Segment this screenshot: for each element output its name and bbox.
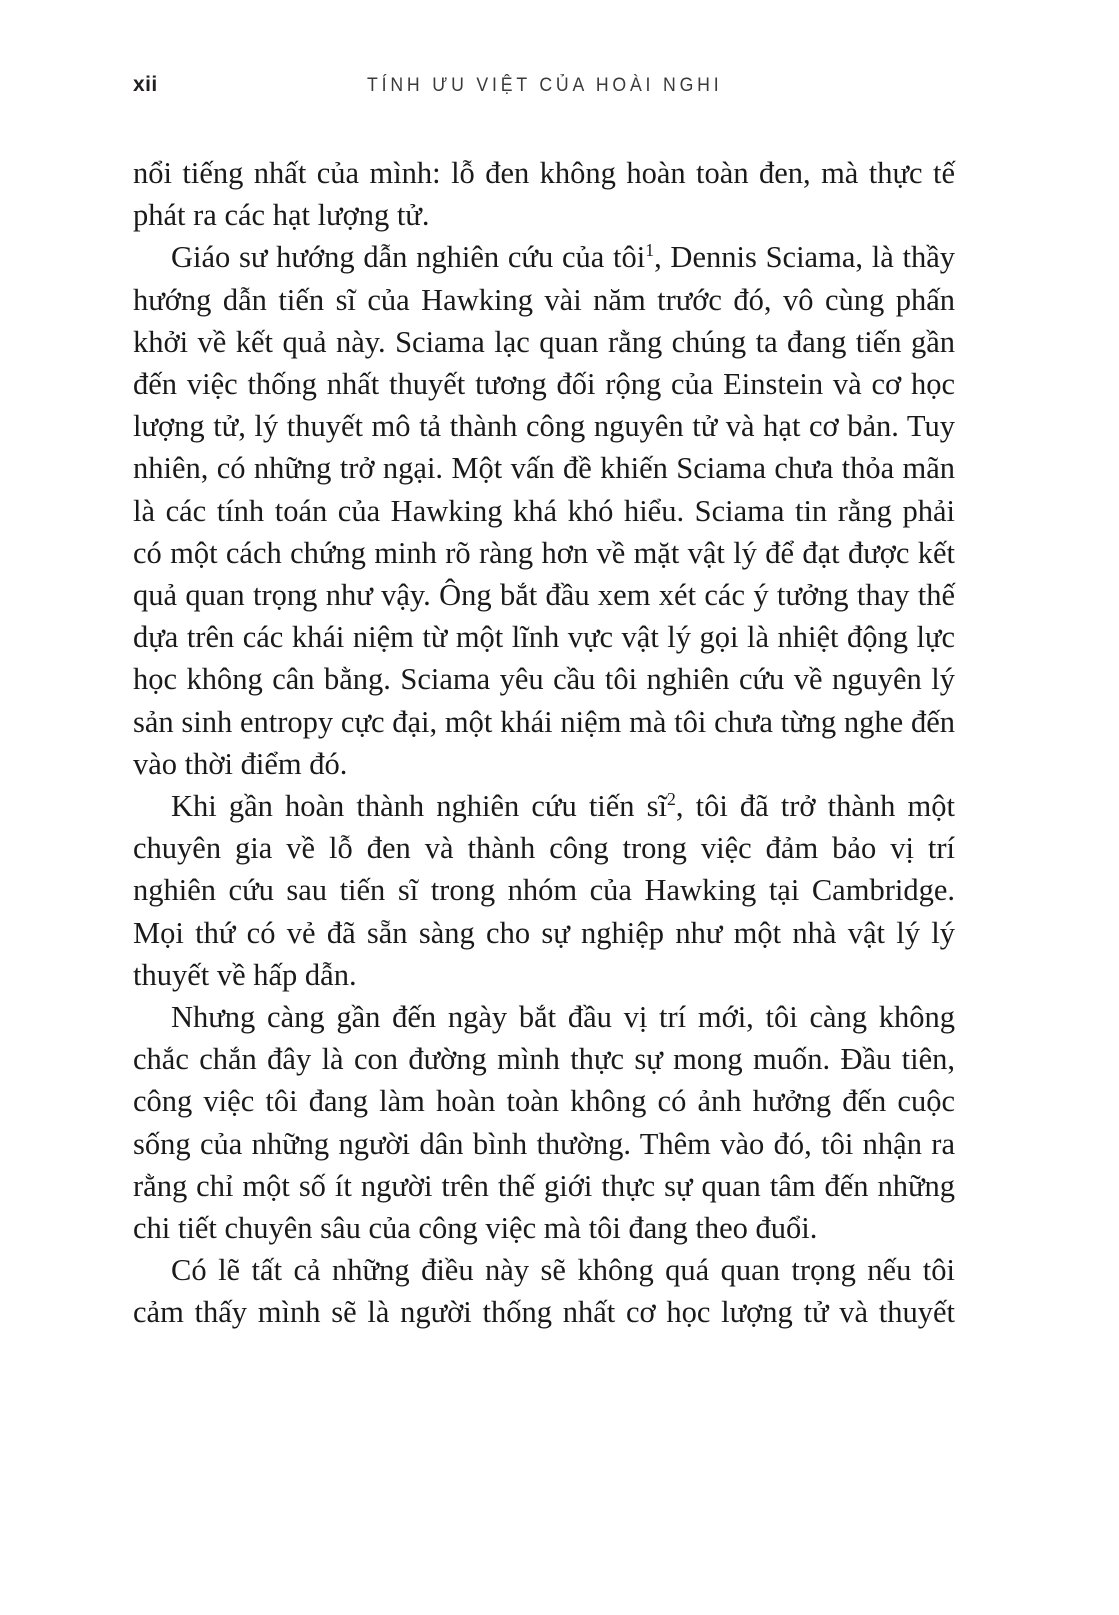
running-head [133, 68, 955, 102]
paragraph-1-text: nổi tiếng nhất của mình: lỗ đen không hoàn toàn đen, mà thực tế phát ra các hạt lượng tử. [133, 156, 955, 233]
footnote-marker-2[interactable]: 2 [667, 788, 676, 809]
paragraph-5 [133, 1249, 955, 1376]
running-head-title: TÍNH ƯU VIỆT CỦA HOÀI NGHI [367, 75, 723, 96]
paragraph-2-text-before-footnote: Giáo sư hướng dẫn nghiên cứu của tôi [171, 240, 646, 275]
paragraph-3-text-after-footnote: , tôi đã trở thành một chuyên gia về lỗ đen và thành công trong việc đảm bảo vị trí nghiên cứu sau tiến sĩ trong nhóm của Hawking tại Cambridge. Mọi thứ có vẻ đã sẵn sàng cho sự nghiệp như một nhà vật lý lý thuyết về hấp dẫn. [133, 789, 955, 992]
paragraph-3 [133, 785, 955, 996]
paragraph-2-text-after-footnote: , Dennis Sciama, là thầy hướng dẫn tiến sĩ của Hawking vài năm trước đó, vô cùng phấn khởi về kết quả này. Sciama lạc quan rằng chúng ta đang tiến gần đến việc thống nhất thuyết tương đối rộng của Einstein và cơ học lượng tử, lý thuyết mô tả thành công nguyên tử và hạt cơ bản. Tuy nhiên, có những trở ngại. Một vấn đề khiến Sciama chưa thỏa mãn là các tính toán của Hawking khá khó hiểu. Sciama tin rằng phải có một cách chứng minh rõ ràng hơn về mặt vật lý để đạt được kết quả quan trọng như vậy. Ông bắt đầu xem xét các ý tưởng thay thế dựa trên các khái niệm từ một lĩnh vực vật lý gọi là nhiệt động lực học không cân bằng. Sciama yêu cầu tôi nghiên cứu về nguyên lý sản sinh entropy cực đại, một khái niệm mà tôi chưa từng nghe đến vào thời điểm đó. [133, 240, 955, 781]
footnote-marker-1[interactable]: 1 [645, 240, 655, 261]
body-text-block [133, 152, 955, 1376]
paragraph-5-text: Có lẽ tất cả những điều này sẽ không quá quan trọng nếu tôi cảm thấy mình sẽ là người thống nhất cơ học lượng tử và thuyết [133, 1253, 955, 1330]
page-number: xii [133, 73, 158, 96]
paragraph-3-text-before-footnote: Khi gần hoàn thành nghiên cứu tiến sĩ [171, 789, 668, 824]
paragraph-1 [133, 152, 955, 236]
paragraph-4-text: Nhưng càng gần đến ngày bắt đầu vị trí mới, tôi càng không chắc chắn đây là con đường mình thực sự mong muốn. Đầu tiên, công việc tôi đang làm hoàn toàn không có ảnh hưởng đến cuộc sống của những người dân bình thường. Thêm vào đó, tôi nhận ra rằng chỉ một số ít người trên thế giới thực sự quan tâm đến những chi tiết chuyên sâu của công việc mà tôi đang theo đuổi. [133, 1000, 955, 1246]
paragraph-4 [133, 996, 955, 1249]
paragraph-2 [133, 236, 955, 785]
